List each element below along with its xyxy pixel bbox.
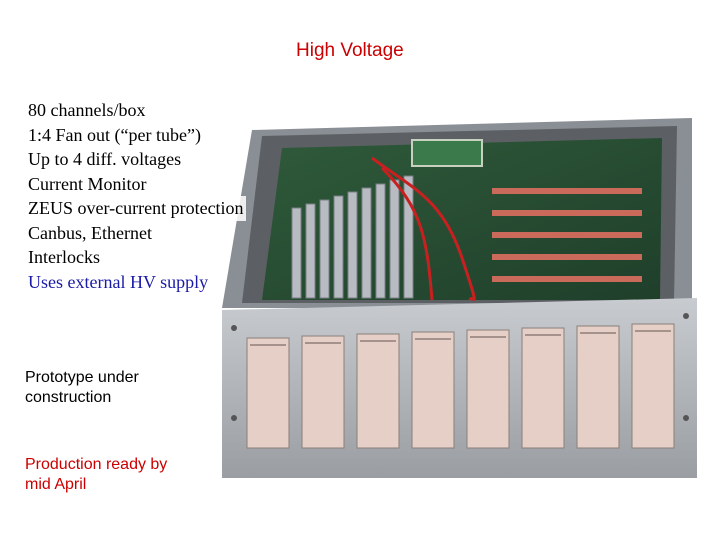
slide-title: High Voltage xyxy=(296,40,404,61)
list-item: Canbus, Ethernet xyxy=(28,221,154,246)
list-item: Up to 4 diff. voltages xyxy=(28,147,183,172)
list-item: 1:4 Fan out (“per tube”) xyxy=(28,123,203,148)
schedule-note: Production ready by mid April xyxy=(25,453,194,497)
list-item-highlight: Uses external HV supply xyxy=(28,270,210,295)
list-item: ZEUS over-current protection xyxy=(28,196,246,221)
list-item: 80 channels/box xyxy=(28,98,147,123)
list-item: Current Monitor xyxy=(28,172,149,197)
hv-box-photo xyxy=(222,118,697,478)
feature-list xyxy=(28,98,246,294)
list-item: Interlocks xyxy=(28,245,102,270)
status-note: Prototype under construction xyxy=(25,366,194,410)
